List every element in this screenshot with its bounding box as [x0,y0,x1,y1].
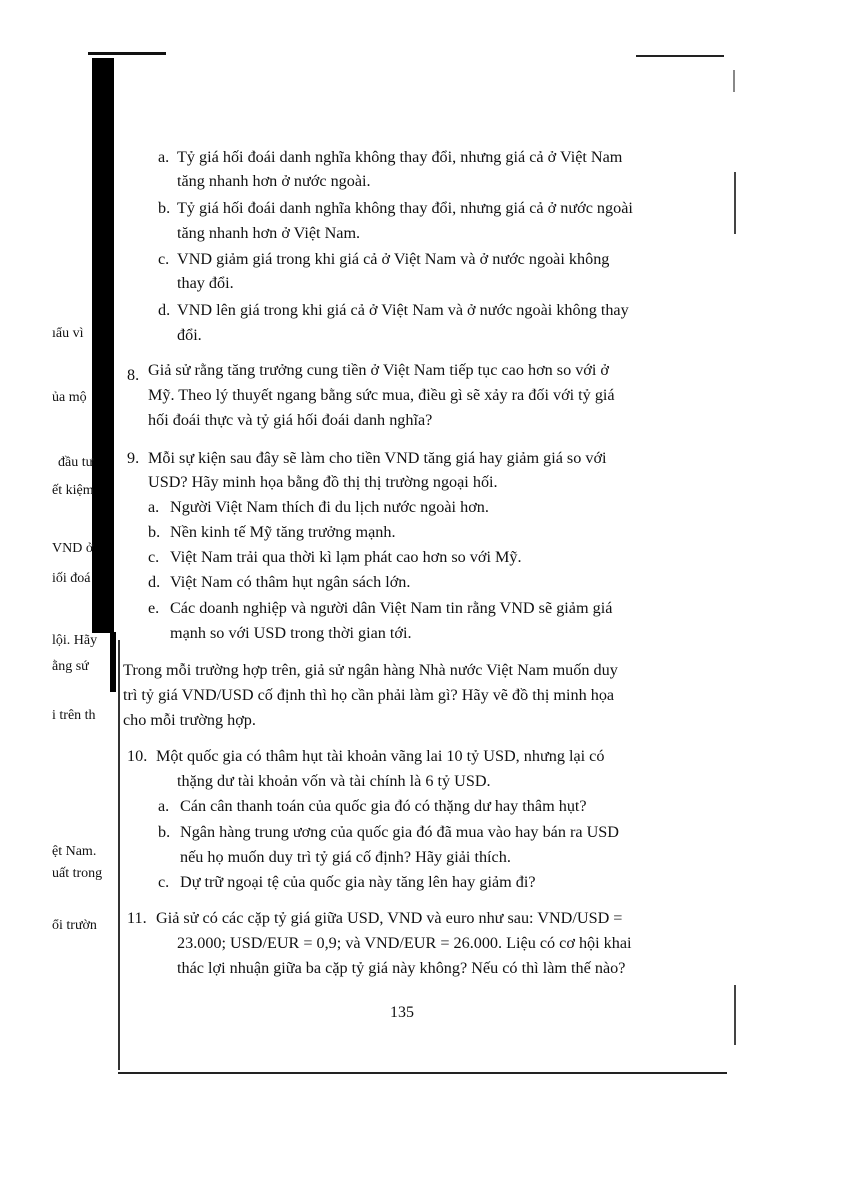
q8-line3: hối đoái thực và tỷ giá hối đoái danh nghĩa? [148,411,433,429]
q9-option-d-letter: d. [148,573,161,591]
q9-line1: Mỗi sự kiện sau đây sẽ làm cho tiền VND tăng giá hay giảm giá so với [148,449,607,467]
q7-option-c-letter: c. [158,250,170,268]
q8-line1: Giả sử rằng tăng trưởng cung tiền ở Việt Nam tiếp tục cao hơn so với ở [148,361,609,379]
margin-fragment: VND ở [52,541,94,556]
q7-option-a-line2: tăng nhanh hơn ở nước ngoài. [177,172,371,190]
q10-option-b-line1: Ngân hàng trung ương của quốc gia đó đã mua vào hay bán ra USD [180,823,619,841]
margin-fragment: ết kiệm [52,483,94,498]
margin-fragment: đầu tư [58,455,94,470]
q7-option-b-line1: Tỷ giá hối đoái danh nghĩa không thay đổi, nhưng giá cả ở nước ngoài [177,199,633,217]
q9-followup-line3: cho mỗi trường hợp. [123,711,256,729]
margin-fragment: ủa mộ [52,390,87,405]
q7-option-b-line2: tăng nhanh hơn ở Việt Nam. [177,224,361,242]
q9-option-a-letter: a. [148,498,160,516]
q9-option-b-text: Nền kinh tế Mỹ tăng trưởng mạnh. [170,523,396,541]
q10-option-c-text: Dự trữ ngoại tệ của quốc gia này tăng lên hay giảm đi? [180,873,536,891]
q9-number: 9. [127,449,140,467]
q7-option-b-letter: b. [158,199,171,217]
q10-line1: Một quốc gia có thâm hụt tài khoản vãng lai 10 tỷ USD, nhưng lại có [156,747,605,765]
q7-option-c-line1: VND giảm giá trong khi giá cả ở Việt Nam và ở nước ngoài không [177,250,610,268]
q11-line3: thác lợi nhuận giữa ba cặp tỷ giá này không? Nếu có thì làm thế nào? [177,959,626,977]
q9-followup-line2: trì tỷ giá VND/USD cố định thì họ cần phải làm gì? Hãy vẽ đồ thị minh họa [123,686,615,704]
q9-followup-line1: Trong mỗi trường hợp trên, giả sử ngân hàng Nhà nước Việt Nam muốn duy [123,661,618,679]
q9-option-e-line2: mạnh so với USD trong thời gian tới. [170,624,412,642]
q7-option-d-line2: đổi. [177,326,202,344]
q11-number: 11. [127,909,147,927]
q9-line2: USD? Hãy minh họa bằng đồ thị thị trường ngoại hối. [148,473,498,491]
q9-option-d-text: Việt Nam có thâm hụt ngân sách lớn. [170,573,411,591]
page-number: 135 [390,1004,414,1021]
q10-option-b-letter: b. [158,823,171,841]
margin-fragment: ệt Nam. [52,844,97,859]
margin-fragment: uất trong [52,866,103,881]
q10-option-a-letter: a. [158,797,170,815]
q9-option-c-letter: c. [148,548,160,566]
margin-fragment: i trên th [52,708,96,723]
margin-fragment: iối đoá [52,571,91,586]
margin-fragment: lội. Hãy [52,633,98,648]
q10-option-b-line2: nếu họ muốn duy trì tỷ giá cố định? Hãy giải thích. [180,848,511,866]
q9-option-b-letter: b. [148,523,161,541]
q9-option-e-letter: e. [148,599,160,617]
q7-option-d-line1: VND lên giá trong khi giá cả ở Việt Nam và ở nước ngoài không thay [177,301,629,319]
q8-line2: Mỹ. Theo lý thuyết ngang bằng sức mua, điều gì sẽ xảy ra đối với tỷ giá [148,386,615,404]
q7-option-a-line1: Tỷ giá hối đoái danh nghĩa không thay đổi, nhưng giá cả ở Việt Nam [177,148,623,166]
q7-option-d-letter: d. [158,301,171,319]
margin-fragment: ıẩu vì [52,326,84,341]
q11-line2: 23.000; USD/EUR = 0,9; và VND/EUR = 26.000. Liệu có cơ hội khai [177,934,632,952]
q11-line1: Giả sử có các cặp tỷ giá giữa USD, VND và euro như sau: VND/USD = [156,909,623,927]
q9-option-c-text: Việt Nam trải qua thời kì lạm phát cao hơn so với Mỹ. [170,548,522,566]
q10-number: 10. [127,747,148,765]
q7-option-c-line2: thay đổi. [177,274,234,292]
q10-option-a-text: Cán cân thanh toán của quốc gia đó có thặng dư hay thâm hụt? [180,797,587,815]
q7-option-a-letter: a. [158,148,170,166]
q9-option-e-line1: Các doanh nghiệp và người dân Việt Nam tin rằng VND sẽ giảm giá [170,599,613,617]
q8-number: 8. [127,366,140,384]
margin-fragment: ổi trườn [52,918,97,933]
q10-line2: thặng dư tài khoản vốn và tài chính là 6 tỷ USD. [177,772,491,790]
q9-option-a-text: Người Việt Nam thích đi du lịch nước ngoài hơn. [170,498,489,516]
margin-fragment: ằng sứ [52,659,89,674]
q10-option-c-letter: c. [158,873,170,891]
